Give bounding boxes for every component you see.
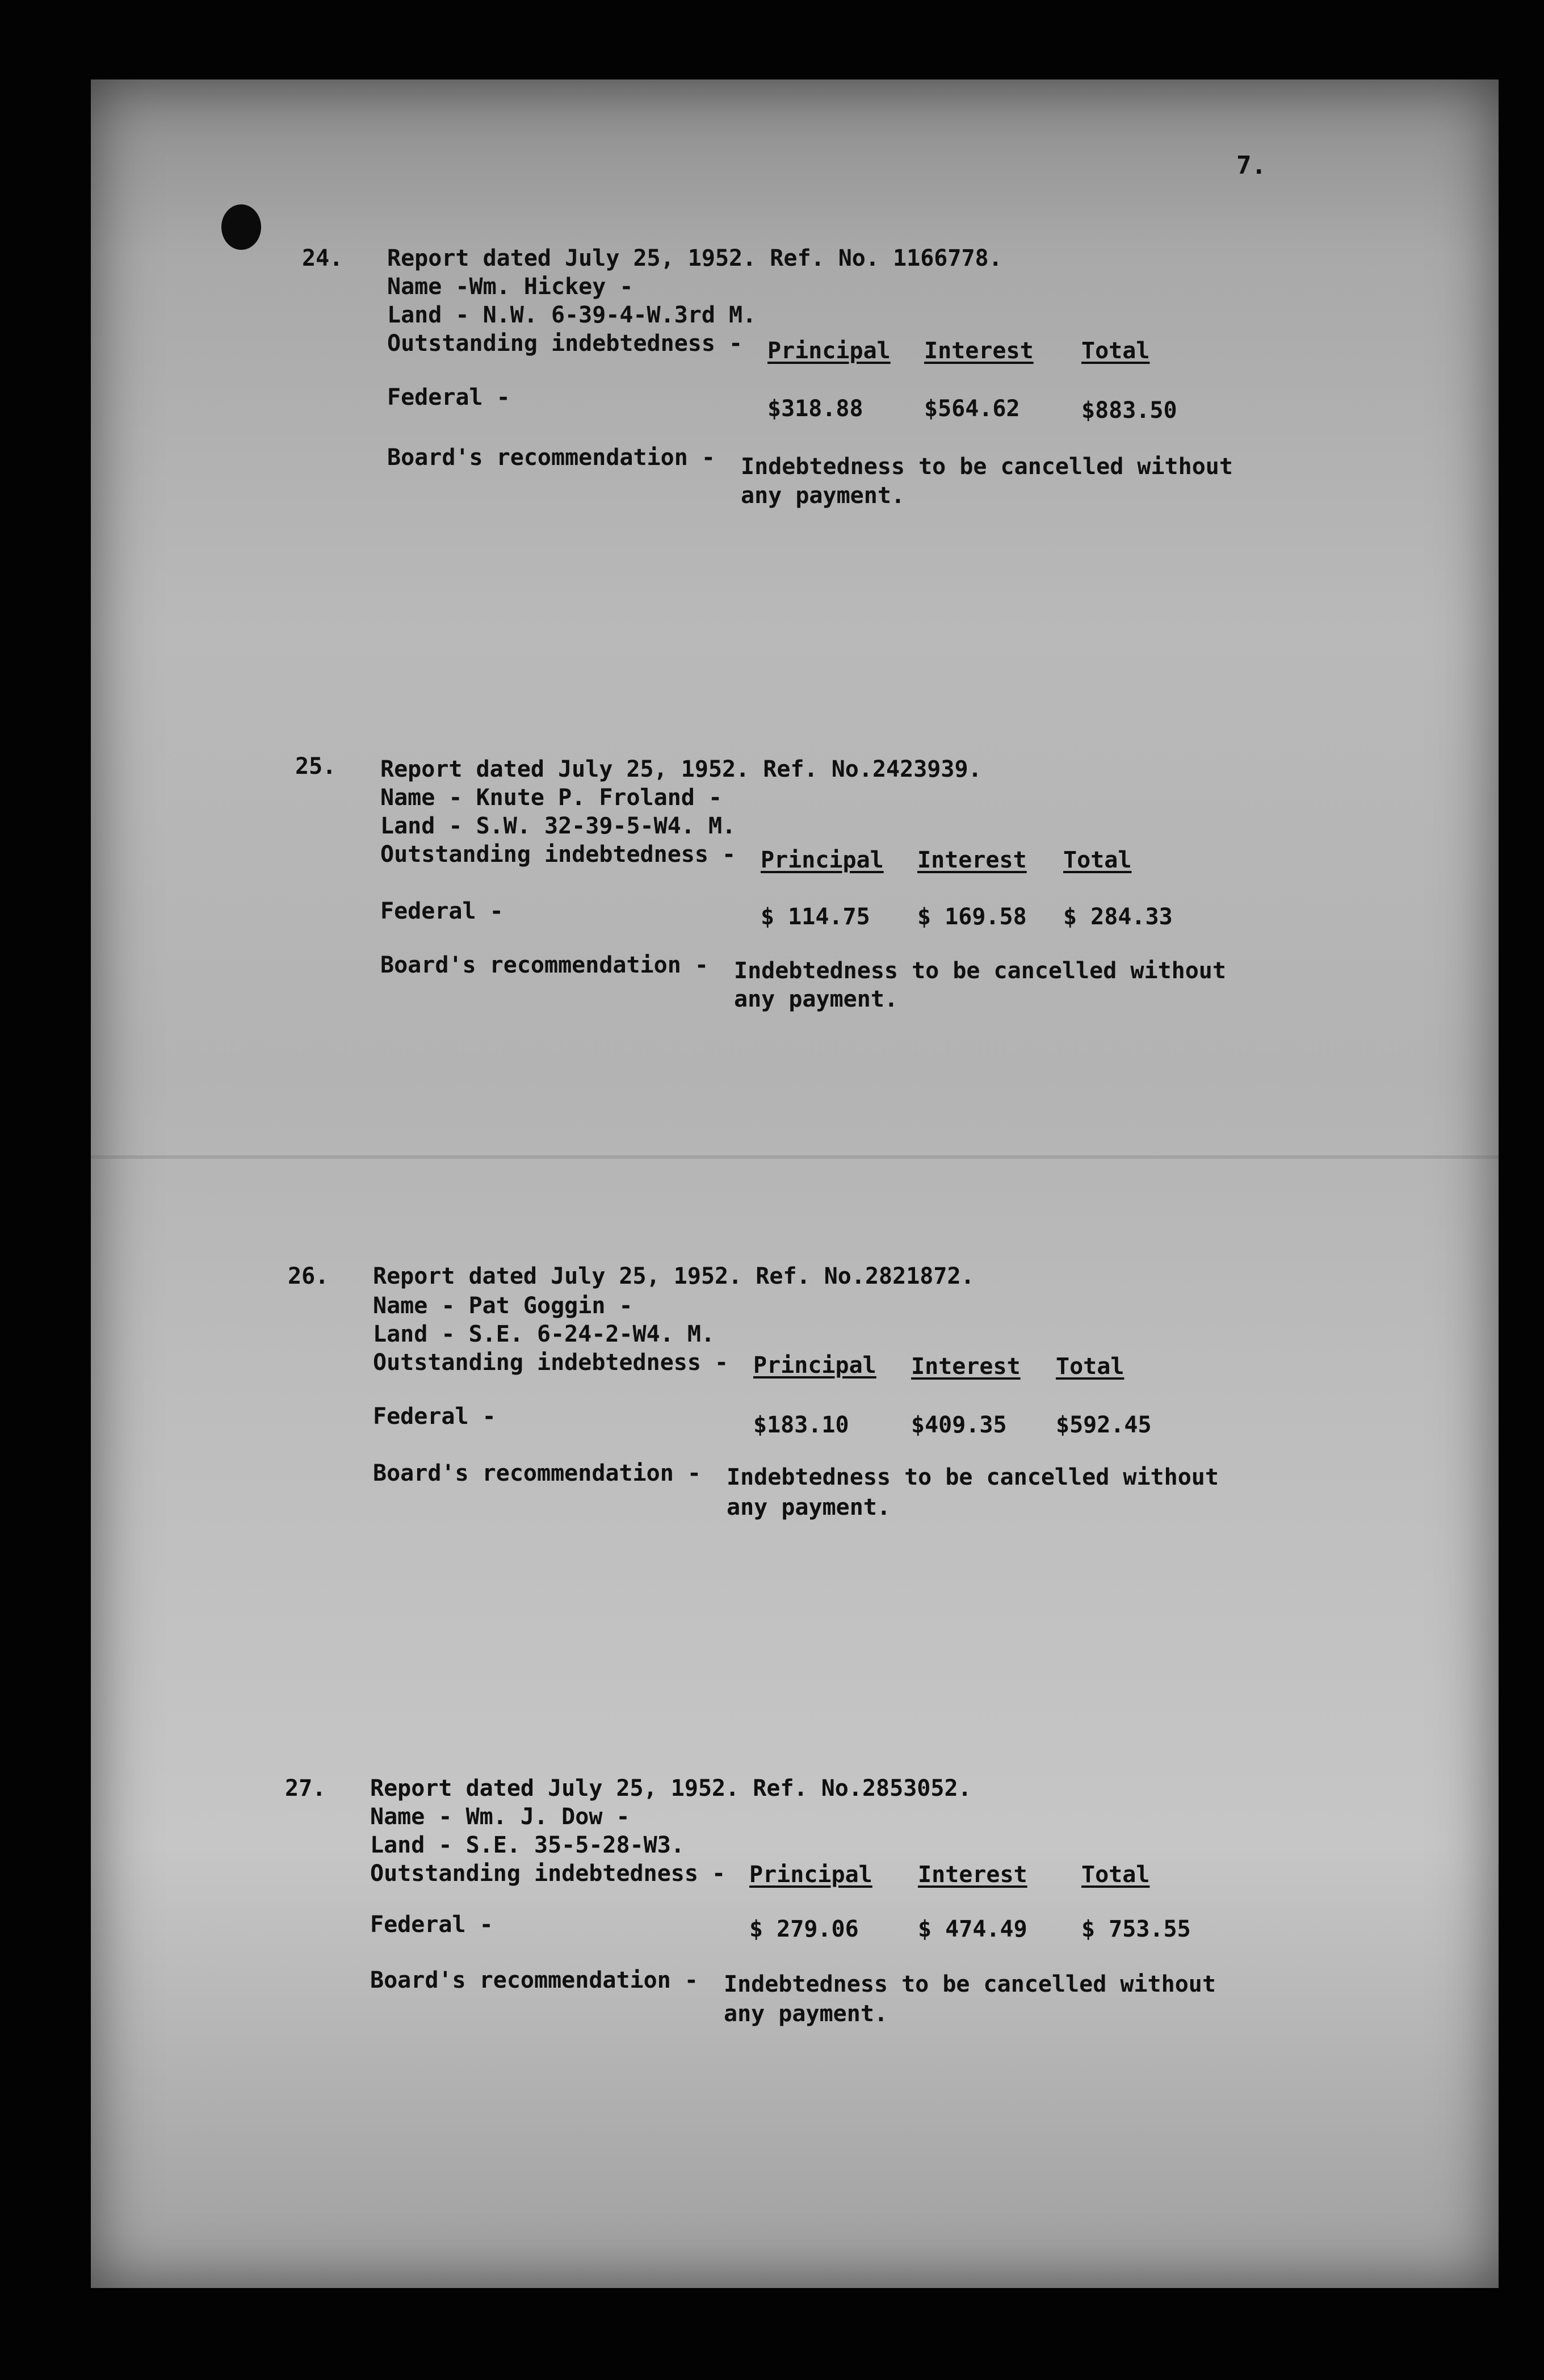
recommendation-label: Board's recommendation - [370, 1967, 698, 1993]
report-line: Report dated July 25, 1952. Ref. No.2853052. [370, 1775, 972, 1801]
recommendation-line-2: any payment. [724, 2001, 888, 2027]
entry-number: 25. [295, 753, 337, 780]
land-line: Land - N.W. 6-39-4-W.3rd M. [387, 302, 757, 328]
land-line: Land - S.E. 35-5-28-W3. [370, 1832, 685, 1858]
recommendation-label: Board's recommendation - [373, 1460, 701, 1486]
interest-header: Interest [924, 338, 1034, 364]
total-header: Total [1056, 1354, 1125, 1380]
recommendation-label: Board's recommendation - [387, 445, 715, 471]
interest-value: $ 169.58 [917, 904, 1027, 930]
interest-header: Interest [917, 847, 1027, 873]
principal-header: Principal [749, 1862, 872, 1888]
indebtedness-label: Outstanding indebtedness - [387, 330, 743, 357]
document-page [91, 79, 1499, 2288]
recommendation-line-1: Indebtedness to be cancelled without [741, 454, 1233, 480]
principal-value: $ 279.06 [749, 1916, 859, 1942]
total-value: $ 753.55 [1081, 1916, 1191, 1942]
entry-26 [77, 1096, 1484, 1520]
entry-27 [74, 1607, 1482, 2027]
recommendation-label: Board's recommendation - [380, 952, 708, 978]
principal-header: Principal [761, 847, 884, 873]
total-value: $ 284.33 [1063, 904, 1173, 930]
interest-value: $564.62 [924, 396, 1020, 422]
indebtedness-label: Outstanding indebtedness - [380, 841, 736, 868]
land-line: Land - S.E. 6-24-2-W4. M. [373, 1321, 715, 1347]
recommendation-line-1: Indebtedness to be cancelled without [734, 958, 1226, 984]
indebtedness-label: Outstanding indebtedness - [373, 1350, 729, 1376]
principal-value: $318.88 [767, 396, 863, 422]
entry-25 [84, 588, 1492, 1012]
indebtedness-label: Outstanding indebtedness - [370, 1861, 726, 1887]
total-header: Total [1063, 847, 1132, 873]
interest-value: $ 474.49 [918, 1916, 1027, 1942]
recommendation-line-1: Indebtedness to be cancelled without [724, 1971, 1216, 1997]
principal-value: $183.10 [753, 1412, 849, 1438]
recommendation-line-2: any payment. [727, 1494, 891, 1520]
recommendation-line-2: any payment. [734, 986, 898, 1012]
name-line: Name - Pat Goggin - [373, 1293, 633, 1319]
name-line: Name - Knute P. Froland - [380, 785, 723, 811]
report-line: Report dated July 25, 1952. Ref. No.2423939. [380, 756, 982, 782]
total-value: $883.50 [1081, 397, 1177, 424]
federal-label: Federal - [370, 1912, 493, 1938]
recommendation-line-2: any payment. [741, 483, 905, 509]
interest-header: Interest [911, 1354, 1021, 1380]
federal-label: Federal - [380, 898, 504, 924]
federal-label: Federal - [373, 1403, 496, 1430]
federal-label: Federal - [387, 384, 510, 410]
total-header: Total [1081, 338, 1150, 364]
entry-24 [91, 79, 1499, 509]
report-line: Report dated July 25, 1952. Ref. No. 1166778. [387, 245, 1002, 271]
entry-number: 27. [285, 1775, 326, 1801]
report-line: Report dated July 25, 1952. Ref. No.2821872. [373, 1263, 975, 1289]
land-line: Land - S.W. 32-39-5-W4. M. [380, 813, 736, 839]
total-header: Total [1081, 1862, 1150, 1888]
principal-header: Principal [767, 338, 891, 364]
principal-header: Principal [753, 1352, 876, 1378]
total-value: $592.45 [1056, 1412, 1152, 1438]
interest-value: $409.35 [911, 1412, 1007, 1438]
page-number: 7. [1236, 151, 1266, 180]
entry-number: 24. [302, 245, 343, 271]
principal-value: $ 114.75 [761, 904, 870, 930]
name-line: Name - Wm. J. Dow - [370, 1804, 630, 1830]
interest-header: Interest [918, 1862, 1027, 1888]
recommendation-line-1: Indebtedness to be cancelled without [727, 1464, 1219, 1490]
name-line: Name -Wm. Hickey - [387, 274, 633, 300]
entry-number: 26. [288, 1263, 329, 1289]
